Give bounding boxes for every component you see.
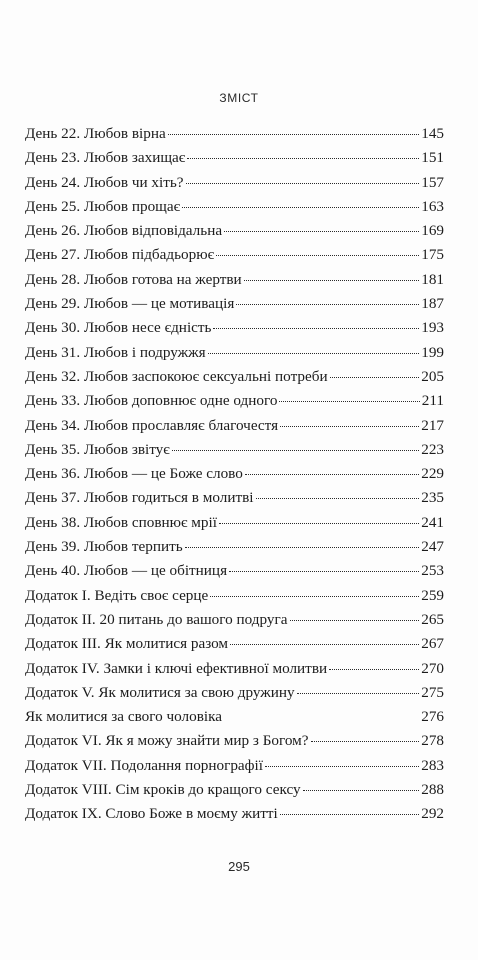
toc-entry-page: 270	[421, 659, 444, 677]
dot-leader	[329, 669, 419, 670]
toc-entry-title: День 37. Любов годиться в молитві	[25, 489, 254, 507]
toc-entry-title: Додаток VII. Подолання порнографії	[25, 756, 263, 774]
toc-entry-page: 241	[421, 513, 444, 531]
toc-entry	[25, 195, 444, 219]
toc-entry-title: Додаток IX. Слово Боже в моєму житті	[25, 805, 278, 823]
toc-entry-title: День 23. Любов захищає	[25, 149, 186, 167]
toc-entry-title: День 29. Любов — це мотивація	[25, 295, 235, 313]
toc-entry-title: День 36. Любов — це Боже слово	[25, 465, 243, 483]
toc-entry-title: День 32. Любов заспокоює сексуальні потреби	[25, 367, 328, 385]
toc-entry-page: 247	[421, 538, 444, 556]
dot-leader	[303, 790, 420, 791]
toc-entry-page: 199	[421, 343, 444, 361]
toc-entry-page: 205	[421, 367, 444, 385]
toc-entry-title: Додаток IV. Замки і ключі ефективної молитви	[25, 659, 328, 677]
toc-entry-title: День 28. Любов готова на жертви	[25, 270, 242, 288]
toc-entry	[25, 754, 444, 778]
dot-leader	[279, 401, 419, 402]
toc-entry-title: Додаток V. Як молитися за свою дружину	[25, 683, 295, 701]
toc-entry-page: 181	[421, 270, 444, 288]
toc-entry	[25, 365, 444, 389]
dot-leader	[244, 280, 420, 281]
dot-leader	[265, 766, 419, 767]
toc-entry-page: 288	[421, 781, 444, 799]
toc-entry	[25, 802, 444, 826]
toc-entry-page: 145	[421, 125, 444, 142]
toc-entry-title: День 30. Любов несе єдність	[25, 319, 212, 337]
toc-entry-title: День 31. Любов і подружжя	[25, 343, 206, 361]
toc-entry-title: День 39. Любов терпить	[25, 538, 183, 556]
toc-entry	[25, 535, 444, 559]
dot-leader	[208, 353, 420, 354]
toc-entry-page: 267	[421, 635, 444, 653]
toc-entry-title: День 22. Любов вірна	[25, 125, 166, 142]
toc-entry	[25, 559, 444, 583]
dot-leader	[168, 134, 420, 135]
toc-entry-title: День 38. Любов сповнює мрії	[25, 513, 217, 531]
toc-entry	[25, 657, 444, 681]
toc-entry-title: День 24. Любов чи хіть?	[25, 173, 184, 191]
toc-entry-page: 275	[421, 683, 444, 701]
toc-entry	[25, 171, 444, 195]
toc-entry-page: 217	[421, 416, 444, 434]
toc-entry-title: Додаток VIII. Сім кроків до кращого сексу	[25, 781, 301, 799]
dot-leader	[187, 158, 419, 159]
toc-entry	[25, 341, 444, 365]
toc-entry	[25, 632, 444, 656]
toc-entry	[25, 219, 444, 243]
table-of-contents	[25, 122, 444, 827]
toc-entry-page: 187	[421, 295, 444, 313]
dot-leader	[172, 450, 419, 451]
dot-leader	[311, 741, 420, 742]
toc-entry	[25, 389, 444, 413]
dot-leader	[185, 547, 420, 548]
toc-entry-page: 259	[421, 586, 444, 604]
toc-entry-page: 235	[421, 489, 444, 507]
toc-entry	[25, 122, 444, 146]
toc-entry-page: 292	[421, 805, 444, 823]
toc-entry-page: 253	[421, 562, 444, 580]
toc-entry-title: День 40. Любов — це обітниця	[25, 562, 228, 580]
toc-entry-page: 223	[421, 440, 444, 458]
toc-entry-page: 157	[421, 173, 444, 191]
dot-leader	[210, 596, 419, 597]
dot-leader	[280, 814, 419, 815]
dot-leader	[230, 644, 419, 645]
toc-entry	[25, 414, 444, 438]
toc-entry	[25, 438, 444, 462]
dot-leader	[280, 426, 419, 427]
toc-entry	[25, 584, 444, 608]
toc-entry	[25, 243, 444, 267]
toc-entry	[25, 292, 444, 316]
dot-leader	[186, 183, 420, 184]
toc-entry	[25, 729, 444, 753]
toc-entry	[25, 486, 444, 510]
toc-entry	[25, 778, 444, 802]
toc-entry	[25, 511, 444, 535]
page-title: ЗМІСТ	[219, 91, 259, 105]
toc-entry-page: 175	[421, 246, 444, 264]
toc-entry	[25, 268, 444, 292]
dot-leader	[229, 571, 419, 572]
toc-entry	[25, 316, 444, 340]
toc-entry-title: Як молитися за свого чоловіка	[25, 708, 222, 726]
toc-entry-page: 278	[421, 732, 444, 750]
page-number: 295	[228, 859, 250, 874]
toc-entry-page: 163	[421, 197, 444, 215]
toc-entry-page: 193	[421, 319, 444, 337]
toc-entry-title: День 25. Любов прощає	[25, 197, 181, 215]
toc-entry-title: Додаток VI. Як я можу знайти мир з Богом?	[25, 732, 309, 750]
dot-leader	[236, 304, 419, 305]
toc-entry-title: День 35. Любов звітує	[25, 440, 170, 458]
toc-entry-page: 229	[421, 465, 444, 483]
toc-entry	[25, 705, 444, 729]
dot-leader	[245, 474, 419, 475]
toc-entry-page: 211	[421, 392, 444, 410]
toc-entry-title: День 27. Любов підбадьорює	[25, 246, 215, 264]
dot-leader	[182, 207, 419, 208]
toc-entry	[25, 608, 444, 632]
toc-entry-title: День 34. Любов прославляє благочестя	[25, 416, 279, 434]
toc-entry	[25, 146, 444, 170]
toc-entry-page: 276	[421, 708, 444, 726]
toc-entry-page: 283	[421, 756, 444, 774]
dot-leader	[219, 523, 419, 524]
toc-entry-title: День 26. Любов відповідальна	[25, 222, 223, 240]
toc-entry-title: Додаток II. 20 питань до вашого подруга	[25, 610, 288, 628]
toc-entry-page: 265	[421, 610, 444, 628]
dot-leader	[256, 498, 420, 499]
toc-entry	[25, 681, 444, 705]
dot-leader	[290, 620, 420, 621]
dot-leader	[330, 377, 420, 378]
toc-entry-page: 169	[421, 222, 444, 240]
dot-leader	[224, 231, 419, 232]
toc-entry-title: День 33. Любов доповнює одне одного	[25, 392, 278, 410]
toc-entry	[25, 462, 444, 486]
toc-entry-page: 151	[421, 149, 444, 167]
toc-entry-title: Додаток I. Ведіть своє серце	[25, 586, 209, 604]
toc-entry-title: Додаток III. Як молитися разом	[25, 635, 229, 653]
dot-leader	[216, 255, 419, 256]
dot-leader	[213, 328, 419, 329]
dot-leader	[297, 693, 420, 694]
